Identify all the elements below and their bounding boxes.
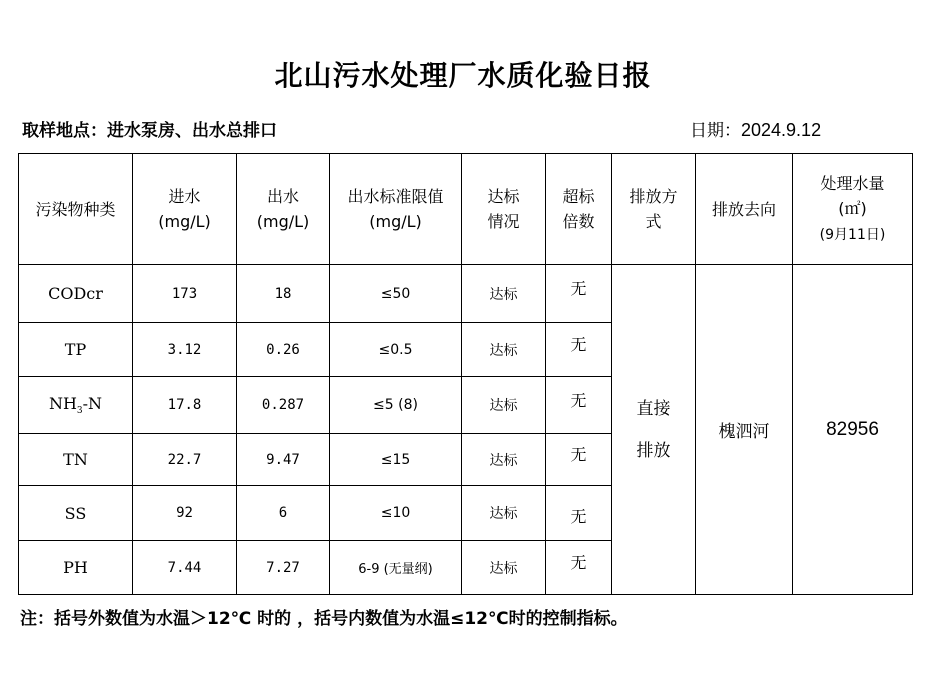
report-title: 北山污水处理厂水质化验日报 (274, 59, 652, 92)
header-pollutant: 污染物种类 (19, 154, 133, 265)
header-inflow: 进水 (mg/L) (133, 154, 237, 265)
pollutant-cell: $NH_3-N$ (19, 377, 133, 434)
inflow-cell: 17.8 (133, 377, 237, 434)
status-cell: 达标 (462, 377, 546, 434)
limit-cell: ≤0.5 (330, 323, 462, 377)
status-cell: 达标 (462, 541, 546, 595)
header-destination: 排放去向 (696, 154, 793, 265)
excess-cell: 无 (546, 541, 612, 595)
outflow-cell: 0.287 (237, 377, 330, 434)
discharge-destination-cell: 槐泗河 (696, 265, 793, 595)
sampling-location: 取样地点：进水泵房、出水总排口 (22, 121, 277, 141)
inflow-cell: 173 (133, 265, 237, 323)
limit-cell: ≤10 (330, 486, 462, 541)
header-status: 达标 情况 (462, 154, 546, 265)
outflow-cell: 18 (237, 265, 330, 323)
pollutant-cell: SS (19, 486, 133, 541)
header-excess: 超标 倍数 (546, 154, 612, 265)
header-method: 排放方 式 (612, 154, 696, 265)
footnote: 注：括号外数值为水温＞12℃ 时的 ，括号内数值为水温≤12℃时的控制指标。 (20, 609, 628, 629)
limit-cell: ≤5 (8) (330, 377, 462, 434)
excess-cell: 无 (546, 323, 612, 377)
excess-cell: 无 (546, 265, 612, 323)
status-cell: 达标 (462, 265, 546, 323)
pollutant-cell: PH (19, 541, 133, 595)
date-value: 2024.9.12 (741, 120, 822, 140)
date-label: 日期： (690, 121, 741, 141)
limit-cell: ≤50 (330, 265, 462, 323)
inflow-cell: 92 (133, 486, 237, 541)
outflow-cell: 6 (237, 486, 330, 541)
report-date (690, 116, 821, 141)
outflow-cell: 7.27 (237, 541, 330, 595)
outflow-cell: 9.47 (237, 434, 330, 486)
header-limit: 出水标准限值 (mg/L) (330, 154, 462, 265)
excess-cell: 无 (546, 486, 612, 541)
inflow-cell: 7.44 (133, 541, 237, 595)
status-cell: 达标 (462, 323, 546, 377)
status-cell: 达标 (462, 434, 546, 486)
discharge-method-cell: 直接 排放 (612, 265, 696, 595)
limit-cell: ≤15 (330, 434, 462, 486)
header-outflow: 出水 (mg/L) (237, 154, 330, 265)
table-header-row (19, 154, 913, 265)
excess-cell: 无 (546, 377, 612, 434)
status-cell: 达标 (462, 486, 546, 541)
outflow-cell: 0.26 (237, 323, 330, 377)
treated-volume-cell: 82956 (793, 265, 913, 595)
water-quality-table (18, 153, 913, 595)
pollutant-cell: CODcr (19, 265, 133, 323)
inflow-cell: 22.7 (133, 434, 237, 486)
inflow-cell: 3.12 (133, 323, 237, 377)
excess-cell: 无 (546, 434, 612, 486)
limit-cell: 6-9 (无量纲) (330, 541, 462, 595)
pollutant-cell: TP (19, 323, 133, 377)
pollutant-cell: TN (19, 434, 133, 486)
table-row (19, 265, 913, 323)
header-volume: 处理水量 (㎡) (9月11日) (793, 154, 913, 265)
